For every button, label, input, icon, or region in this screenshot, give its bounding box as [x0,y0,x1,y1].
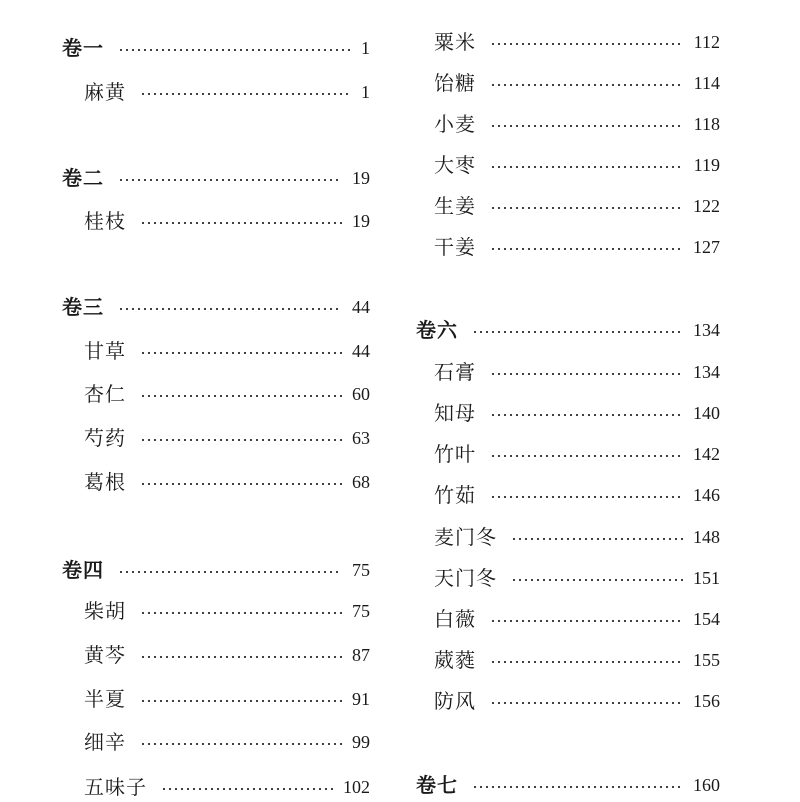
toc-item[interactable] [84,379,370,409]
entry-title: 石膏 [434,360,476,384]
dot-leader [490,620,683,622]
page-number: 151 [693,568,720,588]
entry-title: 麦门冬 [434,525,497,549]
dot-leader [140,483,342,485]
dot-leader [490,702,683,704]
toc-item[interactable] [84,467,370,497]
dot-leader [490,207,683,209]
dot-leader [140,743,342,745]
page-number: 142 [693,444,720,464]
toc-item[interactable] [434,604,720,634]
toc-item[interactable] [434,480,720,510]
dot-leader [140,352,342,354]
page-number: 119 [693,155,720,175]
page-number: 44 [352,341,370,361]
entry-title: 干姜 [434,235,476,259]
toc-item[interactable] [84,640,370,670]
dot-leader [140,656,342,658]
toc-item[interactable] [434,109,720,139]
dot-leader [490,455,683,457]
entry-title: 黄芩 [84,643,126,667]
entry-title: 甘草 [84,339,126,363]
dot-leader [490,248,683,250]
page-number: 160 [693,775,720,795]
toc-section[interactable] [416,315,720,345]
toc-item[interactable] [84,206,370,236]
entry-title: 天门冬 [434,566,497,590]
section-title: 卷六 [416,318,458,342]
toc-item[interactable] [434,439,720,469]
toc-item[interactable] [434,191,720,221]
entry-title: 柴胡 [84,599,126,623]
entry-title: 生姜 [434,194,476,218]
page-number: 75 [352,601,370,621]
page-number: 122 [693,196,720,216]
toc-item[interactable] [434,27,720,57]
dot-leader [140,439,342,441]
entry-title: 大枣 [434,153,476,177]
dot-leader [140,222,342,224]
dot-leader [472,331,683,333]
page-number: 19 [352,168,370,188]
dot-leader [490,166,684,168]
entry-title: 竹茹 [434,483,476,507]
toc-item[interactable] [434,68,720,98]
dot-leader [472,786,683,788]
entry-title: 葛根 [84,470,126,494]
section-title: 卷四 [62,558,104,582]
toc-item[interactable] [434,563,720,593]
toc-item[interactable] [84,684,370,714]
toc-item[interactable] [84,596,370,626]
page-number: 19 [352,211,370,231]
page-number: 91 [352,689,370,709]
toc-item[interactable] [434,398,720,428]
page-number: 1 [361,82,370,102]
dot-leader [490,84,684,86]
dot-leader [511,579,683,581]
page-number: 140 [693,403,720,423]
toc-section[interactable] [62,33,370,63]
toc-item[interactable] [434,645,720,675]
toc-item[interactable] [434,150,720,180]
entry-title: 葳蕤 [434,648,476,672]
page-number: 60 [352,384,370,404]
toc-item[interactable] [434,522,720,552]
page-number: 148 [693,527,720,547]
toc-item[interactable] [84,336,370,366]
dot-leader [490,125,684,127]
toc-section[interactable] [62,292,370,322]
page-number: 102 [343,777,370,797]
dot-leader [490,496,683,498]
page-number: 134 [693,320,720,340]
toc-section[interactable] [62,555,370,585]
section-title: 卷三 [62,295,104,319]
page-number: 118 [693,114,720,134]
entry-title: 竹叶 [434,442,476,466]
toc-item[interactable] [434,686,720,716]
page-number: 114 [693,73,720,93]
page-number: 44 [352,297,370,317]
entry-title: 五味子 [84,775,147,799]
section-title: 卷二 [62,166,104,190]
entry-title: 杏仁 [84,382,126,406]
entry-title: 麻黄 [84,80,126,104]
dot-leader [118,49,350,51]
page-number: 1 [361,38,370,58]
entry-title: 白薇 [434,607,476,631]
dot-leader [140,700,342,702]
toc-section[interactable] [416,770,720,800]
page-number: 127 [693,237,720,257]
dot-leader [140,395,342,397]
toc-item[interactable] [434,357,720,387]
page-number: 146 [693,485,720,505]
page-number: 154 [693,609,720,629]
page-number: 75 [352,560,370,580]
entry-title: 细辛 [84,730,126,754]
entry-title: 芍药 [84,426,126,450]
entry-title: 半夏 [84,687,126,711]
entry-title: 小麦 [434,112,476,136]
toc-item[interactable] [84,772,370,802]
dot-leader [118,308,342,310]
toc-item[interactable] [84,727,370,757]
dot-leader [118,571,342,573]
dot-leader [140,93,350,95]
page-number: 63 [352,428,370,448]
page-number: 156 [693,691,720,711]
toc-section[interactable] [62,163,370,193]
dot-leader [490,414,683,416]
dot-leader [511,538,683,540]
page-number: 99 [352,732,370,752]
toc-item[interactable] [84,423,370,453]
toc-item[interactable] [84,77,370,107]
entry-title: 饴糖 [434,71,476,95]
dot-leader [161,788,333,790]
section-title: 卷一 [62,36,104,60]
page-number: 155 [693,650,720,670]
entry-title: 防风 [434,689,476,713]
page-number: 134 [693,362,720,382]
toc-item[interactable] [434,232,720,262]
entry-title: 桂枝 [84,209,126,233]
page-number: 87 [352,645,370,665]
dot-leader [490,43,684,45]
entry-title: 粟米 [434,30,476,54]
dot-leader [140,612,342,614]
page-number: 112 [693,32,720,52]
dot-leader [490,373,683,375]
dot-leader [118,179,342,181]
entry-title: 知母 [434,401,476,425]
dot-leader [490,661,683,663]
page-number: 68 [352,472,370,492]
section-title: 卷七 [416,773,458,797]
